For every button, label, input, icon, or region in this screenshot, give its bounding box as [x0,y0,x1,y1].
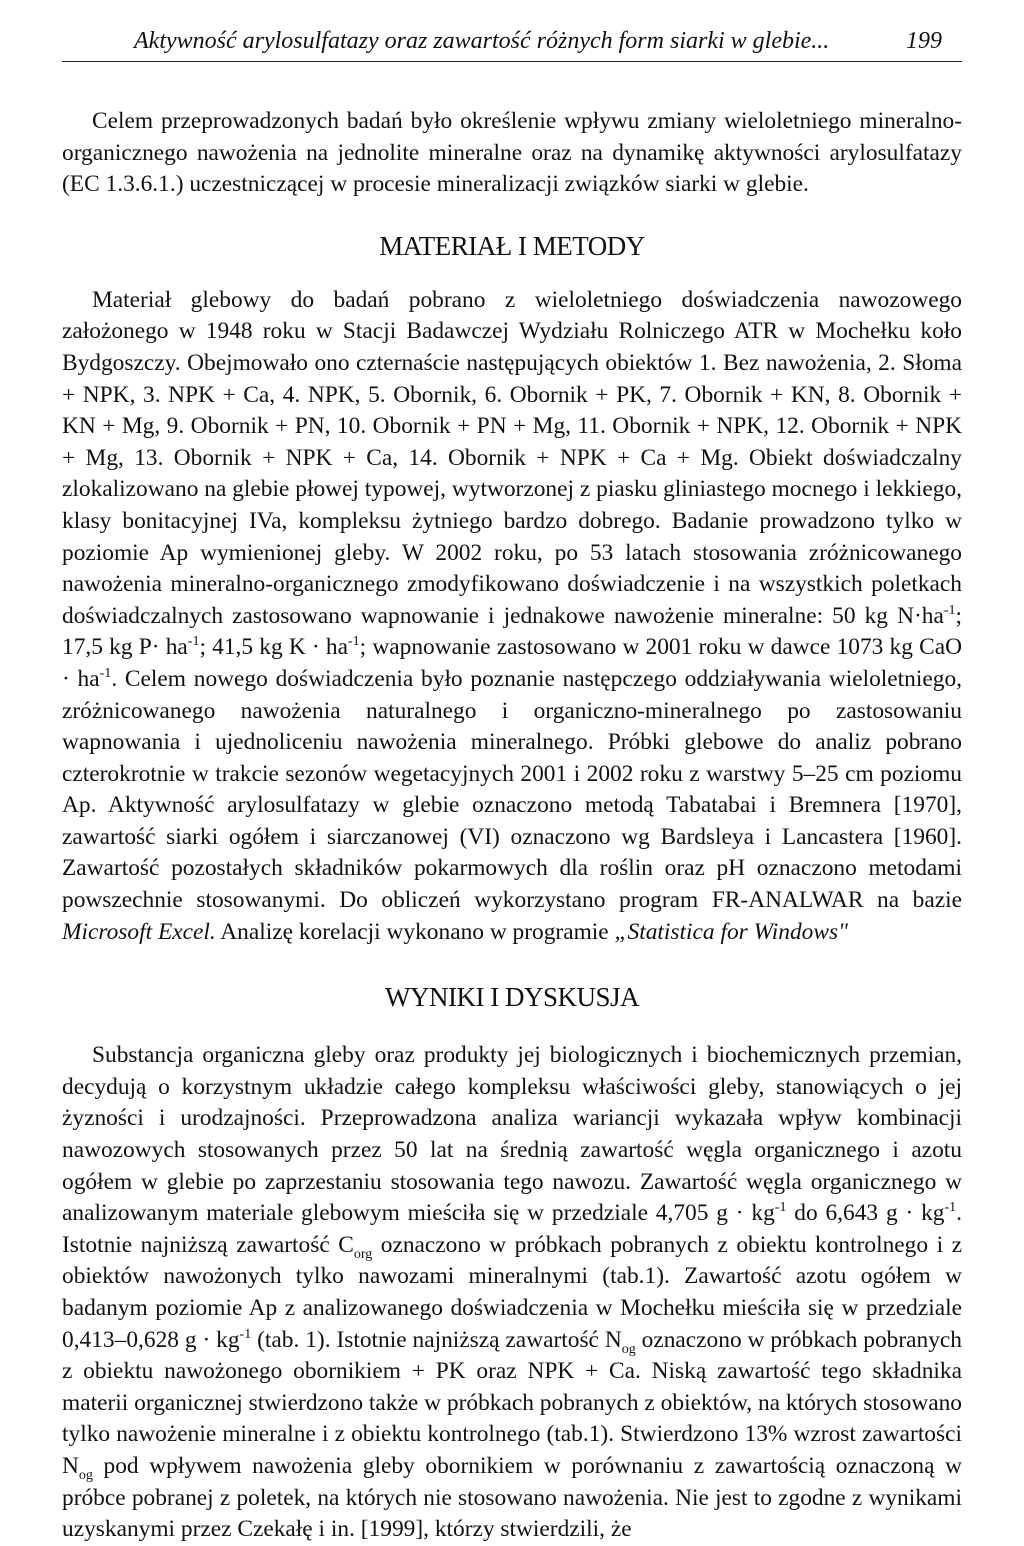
subscript: og [621,1341,636,1357]
methods-text-1: Materiał glebowy do badań pobrano z wieloletniego doświadczenia nawozowego założonego w 1948 roku w Stacji Badawczej Wydziału Rolniczego ATR w Mochełku koło Bydgoszczy. Obejmowało ono czternaście następujących obiektów 1. Bez nawożenia, 2. Słoma + NPK, 3. NPK + Ca, 4. NPK, 5. Obornik, 6. Obornik + PK, 7. Obornik + KN, 8. Obornik + KN + Mg, 9. Obornik + PN, 10. Obornik + PN + Mg, 11. Obornik + NPK, 12. Obornik + NPK + Mg, 13. Obornik + NPK + Ca, 14. Obornik + NPK + Ca + Mg. Obiekt doświadczalny zlokalizowano na glebie płowej typowej, wytworzonej z piasku gliniastego mocnego i lekkiego, klasy bonitacyjnej IVa, kompleksu żytniego bardzo dobrego. Badanie prowadzono tylko w poziomie Ap wymienionej gleby. W 2002 roku, po 53 latach stosowania zróżnicowanego nawożenia mineralno-organicznego zmodyfikowano doświadczenie i na wszystkich poletkach doświadczalnych zastosowano wapnowanie i jednakowe nawożenie mineralne: 50 kg N·ha [62,286,962,629]
results-text-7: pod wpływem nawożenia gleby obornikiem w porównaniu z zawartością oznaczoną w próbce pobranej z poletek, na których nie stosowano nawożenia. Nie jest to zgodne z wynikami uzyskanymi przez Czekałę i in. [1999], którzy stwierdzili, że [62,1452,962,1543]
results-text-3: . Istotnie najniższą zawartość C [62,1200,962,1258]
superscript: -1 [99,665,112,681]
results-text-4: oznaczono w próbkach pobranych z obiektu kontrolnego i z obiektów nawożonych tylko nawozami mineralnymi (tab.1). Zawartość azotu ogółem w badanym poziomie Ap z analizowanego doświadczenia w Mochełku mieściła się w przedziale 0,413–0,628 g · kg [62,1231,962,1353]
superscript: -1 [943,602,956,618]
methods-text-2: ; 17,5 kg P· ha [62,602,962,661]
methods-paragraph [62,285,962,948]
results-text-6: oznaczono w próbkach pobranych z obiektu nawożonego obornikiem + PK oraz NPK + Ca. Niską zawartość tego składnika materii organicznej stwierdzono także w próbkach pobranych z obiektów, na których stosowano tylko nawożenie mineralne i z obiektu kontrolnego (tab.1). Stwierdzono 13% wzrost zawartości N [62,1326,962,1479]
page-number: 199 [906,28,942,54]
superscript: -1 [187,634,200,650]
italic-software: Microsoft Excel. [62,918,216,945]
results-text-1: Substancja organiczna gleby oraz produkty jej biologicznych i biochemicznych przemian, decydują o korzystnym układzie całego kompleksu właściwości gleby, stanowiących o jej żyzności i urodzajności. Przeprowadzona analiza wariancji wykazała wpływ kombinacji nawozowych stosowanych przez 50 lat na średnią zawartość węgla organicznego i azotu ogółem w glebie po zaprzestaniu stosowania tego nawozu. Zawartość węgla organicznego w analizowanym materiale glebowym mieściła się w przedziale 4,705 g · kg [62,1042,962,1227]
superscript: -1 [347,634,360,650]
results-text-5: (tab. 1). Istotnie najniższą zawartość N [251,1326,622,1353]
italic-software-2: „Statistica for Windows" [614,918,848,945]
superscript: -1 [774,1200,787,1216]
page [62,28,962,1546]
subscript: org [353,1246,373,1262]
methods-text-6: Analizę korelacji wykonano w programie [215,918,615,945]
intro-paragraph [62,106,962,201]
results-heading: WYNIKI I DYSKUSJA [385,982,639,1013]
superscript: -1 [239,1326,252,1342]
running-title: Aktywność arylosulfatazy oraz zawartość różnych form siarki w glebie... [134,28,830,54]
methods-text-3: ; 41,5 kg K · ha [199,634,348,661]
superscript: -1 [944,1200,957,1216]
methods-text-5: . Celem nowego doświadczenia było poznanie następczego oddziaływania wieloletniego, zróżnicowanego nawożenia naturalnego i organiczno-mineralnego po zastosowaniu wapnowania i ujednoliceniu nawożenia mineralnego. Próbki glebowe do analiz pobrano czterokrotnie w trakcie sezonów wegetacyjnych 2001 i 2002 roku z warstwy 5–25 cm poziomu Ap. Aktywność arylosulfatazy w glebie oznaczono metodą Tabatabai i Bremnera [1970], zawartość siarki ogółem i siarczanowej (VI) oznaczono wg Bardsleya i Lancastera [1960]. Zawartość pozostałych składników pokarmowych dla roślin oraz pH oznaczono metodami powszechnie stosowanymi. Do obliczeń wykorzystano program FR-ANALWAR na bazie [62,665,962,914]
results-text-2: do 6,643 g · kg [786,1200,945,1227]
methods-text-4: ; wapnowanie zastosowano w 2001 roku w dawce 1073 kg CaO · ha [62,634,962,692]
methods-heading: MATERIAŁ I METODY [379,230,645,261]
results-paragraph [62,1040,962,1546]
running-header [62,28,962,62]
intro-text: Celem przeprowadzonych badań było określenie wpływu zmiany wieloletniego mineralno-organicznego nawożenia na jednolite mineralne oraz na dynamikę aktywności arylosulfatazy (EC 1.3.6.1.) uczestniczącej w procesie mineralizacji związków siarki w glebie. [62,108,962,198]
subscript: og [78,1467,93,1483]
